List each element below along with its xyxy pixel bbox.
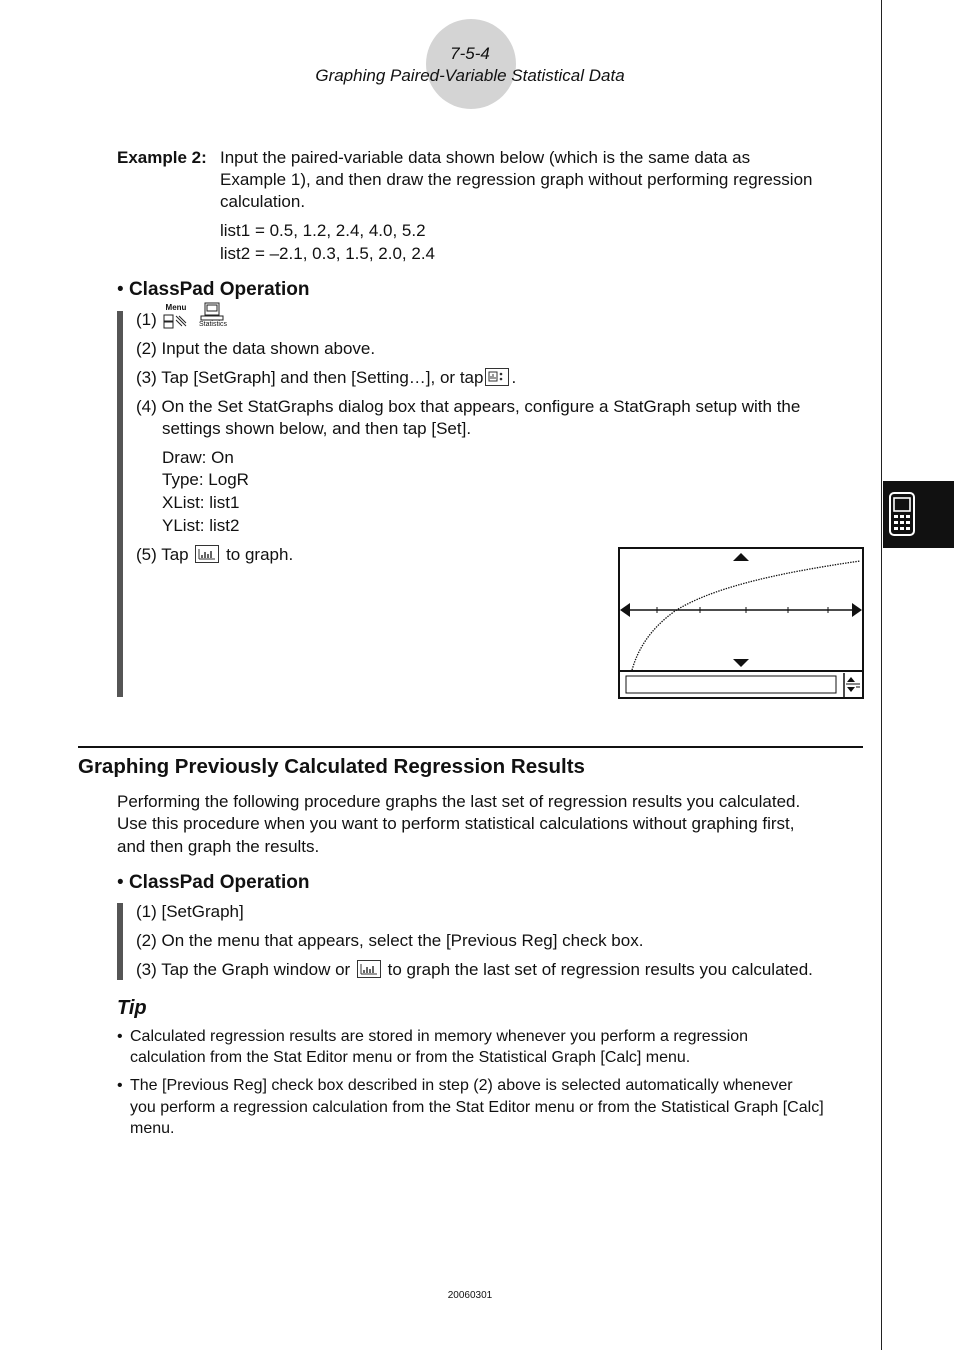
example-line-2: Example 1), and then draw the regression graph without performing regression [220, 170, 813, 189]
operation-heading-text: ClassPad Operation [128, 279, 310, 300]
statistics-app-icon [193, 302, 233, 330]
operation-heading-1 [117, 279, 310, 301]
list2-values: list2 = –2.1, 0.3, 1.5, 2.0, 2.4 [220, 244, 436, 263]
example-label: Example 2: [117, 148, 207, 167]
step-5-text-b: to graph. [226, 545, 294, 564]
page-edge-rule [881, 0, 882, 1350]
op2-step-3 [136, 959, 813, 982]
graph-window-screenshot [618, 547, 864, 699]
stat-graph-setting-icon [485, 368, 509, 386]
chapter-tab [883, 481, 954, 548]
tip-item-2-line-3: menu. [130, 1120, 175, 1137]
section-para-line-1: Performing the following procedure graphs the last set of regression results you calculated. [117, 792, 801, 811]
op2-step-3-text-a: (3) Tap the Graph window or [136, 960, 351, 979]
step-4-line-2: settings shown below, and then tap [Set]. [162, 419, 472, 438]
example-line-1: Input the paired-variable data shown below (which is the same data as [220, 148, 751, 167]
tip-bullet-1: • [117, 1028, 123, 1045]
calculator-icon [887, 491, 917, 537]
op2-step-2: (2) On the menu that appears, select the [Previous Reg] check box. [136, 931, 644, 950]
op2-step-3-text-b: to graph the last set of regression results you calculated. [387, 960, 813, 979]
step-4-line-1: (4) On the Set StatGraphs dialog box that appears, configure a StatGraph setup with the [136, 397, 801, 416]
header-circle [426, 19, 516, 109]
step-3-end: . [511, 368, 517, 387]
section-para-line-2: Use this procedure when you want to perform statistical calculations without graphing first, [117, 814, 795, 833]
list1-values: list1 = 0.5, 1.2, 2.4, 4.0, 5.2 [220, 221, 426, 240]
graph-icon [195, 545, 219, 563]
setting-ylist: YList: list2 [162, 516, 240, 535]
operation-heading-2 [117, 872, 310, 894]
tip-item-1-line-2: calculation from the Stat Editor menu or from the Statistical Graph [Calc] menu. [130, 1049, 691, 1066]
step-5 [136, 544, 293, 567]
section-title: Graphing Previously Calculated Regression Results [78, 755, 585, 778]
tip-item-1-line-1: Calculated regression results are stored in memory whenever you perform a regression [130, 1028, 749, 1045]
menu-icon [162, 304, 190, 330]
menu-icon-label: Menu [165, 303, 187, 312]
tip-item-2-line-2: you perform a regression calculation from the Stat Editor menu or from the Statistical Graph [Calc] [130, 1099, 824, 1116]
tip-bullet-2: • [117, 1077, 123, 1094]
operation-bar-1 [117, 311, 123, 697]
step-3 [136, 367, 516, 390]
operation-bar-2 [117, 903, 123, 980]
footer-code: 20060301 [447, 1290, 493, 1301]
page-number: 7-5-4 [450, 44, 490, 63]
section-rule [78, 746, 863, 748]
section-para-line-3: and then graph the results. [117, 837, 320, 856]
statistics-icon-label: Statistics [198, 321, 227, 328]
graph-icon [357, 960, 381, 978]
tip-title: Tip [117, 997, 147, 1019]
setting-xlist: XList: list1 [162, 493, 240, 512]
setting-draw: Draw: On [162, 448, 234, 467]
heading-bullet: • [117, 872, 124, 893]
step-1: (1) [136, 310, 157, 329]
step-3-text: (3) Tap [SetGraph] and then [Setting…], or tap [136, 368, 484, 387]
page-header-title: Graphing Paired-Variable Statistical Data [315, 66, 625, 85]
step-2: (2) Input the data shown above. [136, 339, 376, 358]
example-line-3: calculation. [220, 192, 306, 211]
operation-heading-text: ClassPad Operation [128, 872, 310, 893]
heading-bullet: • [117, 279, 124, 300]
op2-step-1: (1) [SetGraph] [136, 902, 244, 921]
tip-item-2-line-1: The [Previous Reg] check box described in step (2) above is selected automatically whenever [130, 1077, 793, 1094]
step-5-text-a: (5) Tap [136, 545, 189, 564]
setting-type: Type: LogR [162, 470, 249, 489]
